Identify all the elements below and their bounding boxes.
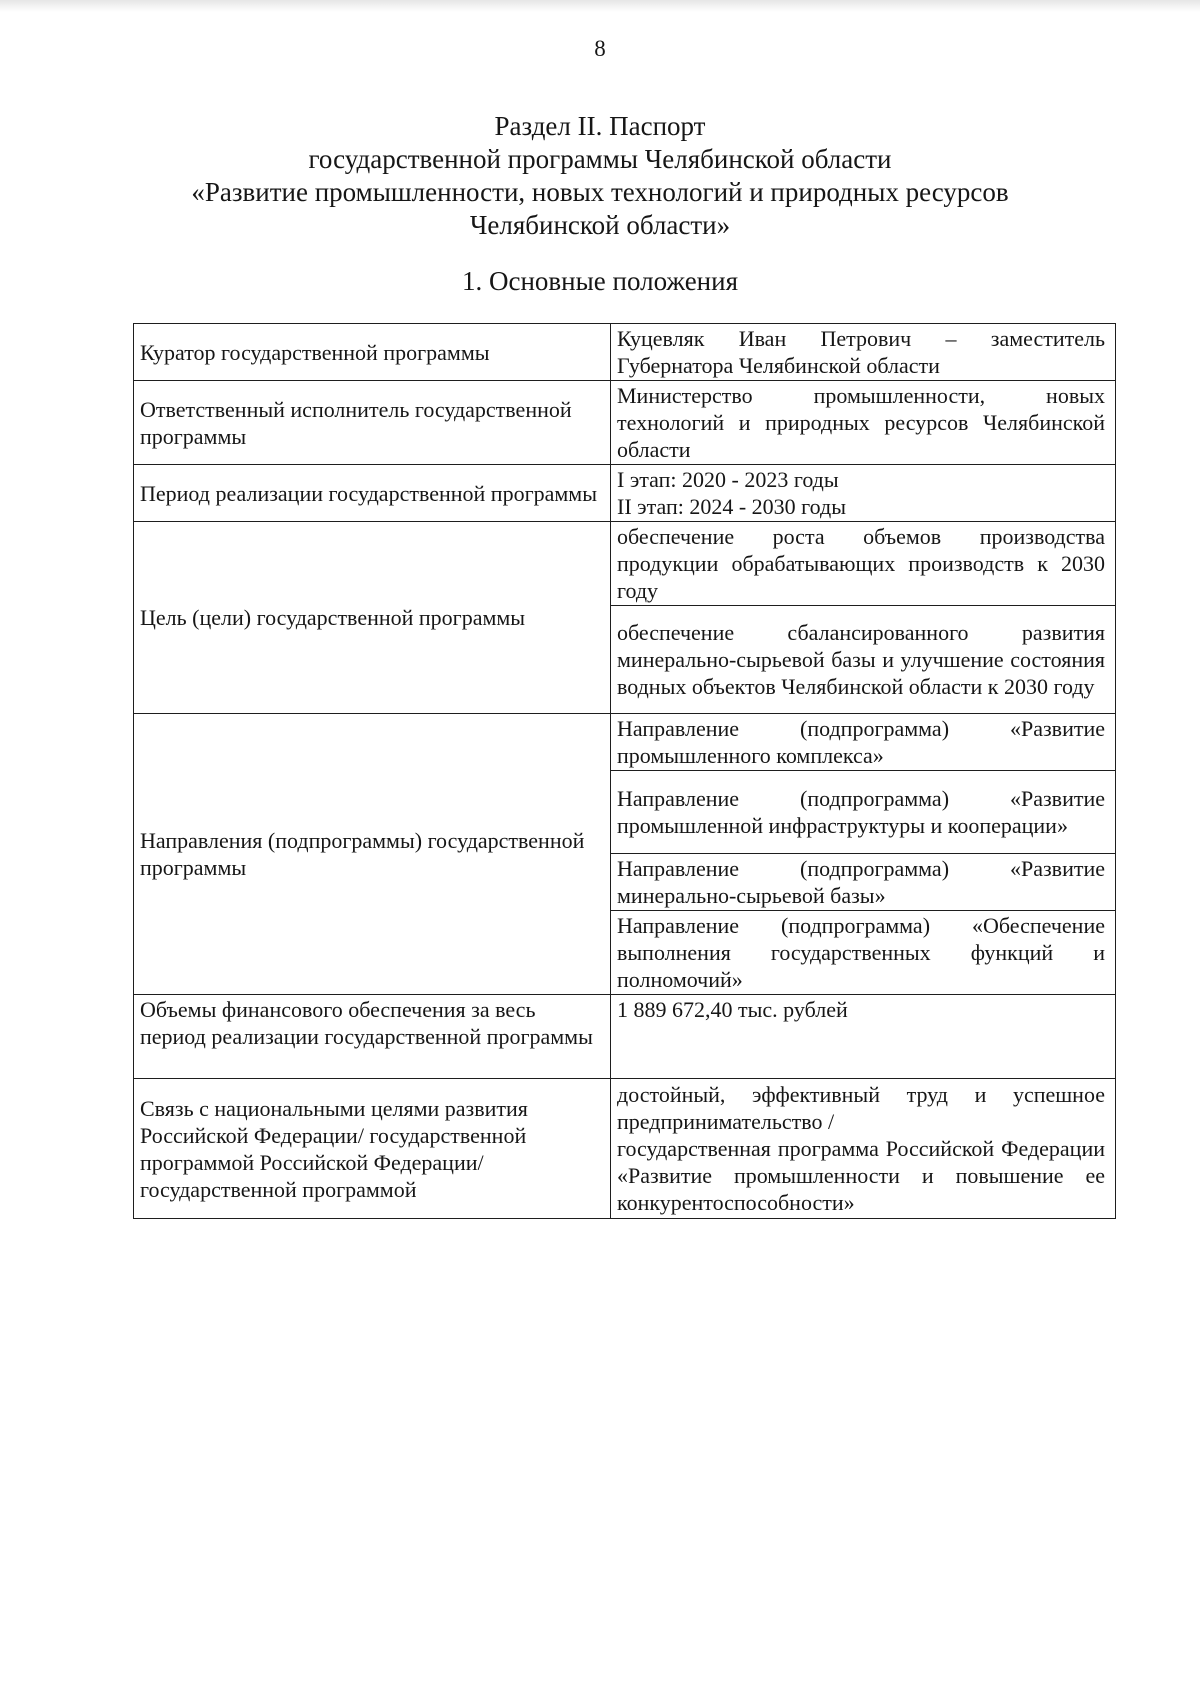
section-heading: 1. Основные положения (462, 266, 738, 296)
title-line: «Развитие промышленности, новых технологий и природных ресурсов (191, 177, 1009, 207)
scan-edge (0, 0, 1200, 12)
title-line: Раздел II. Паспорт (494, 111, 706, 141)
row-label-period: Период реализации государственной программы (134, 465, 611, 522)
state-program-text: государственная программа Российской Федерации «Развитие промышленности и повышение ее конкурентоспособности» (617, 1136, 1105, 1215)
table-row (134, 714, 1116, 771)
row-value-period (611, 465, 1116, 522)
period-stage-1: I этап: 2020 - 2023 годы (617, 467, 839, 492)
table-row (134, 465, 1116, 522)
row-value-goal-1: обеспечение роста объемов производства продукции обрабатывающих производств к 2030 году (611, 522, 1116, 606)
table-row (134, 522, 1116, 606)
row-value-national-goals (611, 1079, 1116, 1219)
national-goal-text: достойный, эффективный труд и успешное предпринимательство / (617, 1082, 1105, 1134)
row-label-national-goals: Связь с национальными целями развития Российской Федерации/ государственной программой Российской Федерации/государственной программой (134, 1079, 611, 1219)
row-value-curator: Куцевляк Иван Петрович – заместитель Губернатора Челябинской области (611, 324, 1116, 381)
row-value-direction-3: Направление (подпрограмма) «Развитие минерально-сырьевой базы» (611, 854, 1116, 911)
table-row (134, 1079, 1116, 1219)
row-label-financing: Объемы финансового обеспечения за весь период реализации государственной программы (134, 995, 611, 1079)
row-label-directions: Направления (подпрограммы) государственной программы (134, 714, 611, 995)
document-title (0, 110, 1200, 242)
row-value-direction-4: Направление (подпрограмма) «Обеспечение выполнения государственных функций и полномочий» (611, 911, 1116, 995)
row-value-executor: Министерство промышленности, новых технологий и природных ресурсов Челябинской области (611, 381, 1116, 465)
row-label-goals: Цель (цели) государственной программы (134, 522, 611, 714)
page-number: 8 (594, 36, 606, 61)
title-line: Челябинской области» (469, 210, 731, 240)
period-stage-2: II этап: 2024 - 2030 годы (617, 494, 846, 519)
table-row (134, 995, 1116, 1079)
title-line: государственной программы Челябинской области (308, 144, 892, 174)
row-label-executor: Ответственный исполнитель государственной программы (134, 381, 611, 465)
table-row (134, 381, 1116, 465)
row-value-financing: 1 889 672,40 тыс. рублей (611, 995, 1116, 1079)
row-value-direction-2: Направление (подпрограмма) «Развитие промышленной инфраструктуры и кооперации» (611, 771, 1116, 854)
row-label-curator: Куратор государственной программы (134, 324, 611, 381)
passport-table (133, 323, 1116, 1219)
table-row (134, 324, 1116, 381)
row-value-goal-2: обеспечение сбалансированного развития минерально-сырьевой базы и улучшение состояния водных объектов Челябинской области к 2030 году (611, 606, 1116, 714)
row-value-direction-1: Направление (подпрограмма) «Развитие промышленного комплекса» (611, 714, 1116, 771)
